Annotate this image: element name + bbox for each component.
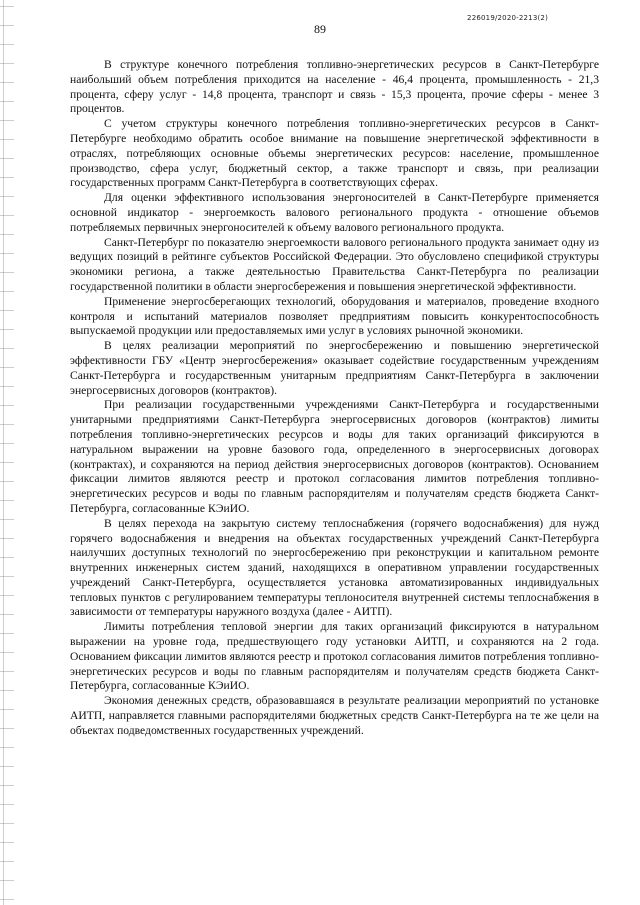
paragraph-efficiency-focus: С учетом структуры конечного потребления топливно-энергетических ресурсов в Санкт-Петербурге необходимо обратить особое внимание на повышение энергетической эффективности в отраслях, потребляющих основные объемы энергетических ресурсов: население, промышленное производство, сфера услуг, бюджетный сектор, а также транспорт и связь, при реализации государственных программ Санкт-Петербурга в соответствующих сферах.	[70, 117, 599, 190]
paragraph-rating-position: Санкт-Петербург по показателю энергоемкости валового регионального продукта занимает одну из ведущих позиций в рейтинге субъектов Российской Федерации. Это обусловлено спецификой структуры экономики региона, а также деятельностью Правительства Санкт-Петербурга по реализации государственной политики в области энергосбережения и повышения энергетической эффективности.	[70, 235, 599, 293]
document-body	[70, 58, 599, 739]
document-registration-code: 226019/2020-2213(2)	[467, 14, 548, 22]
paragraph-closed-heat-supply: В целях перехода на закрытую систему теплоснабжения (горячего водоснабжения) для нужд горячего водоснабжения и внедрения на объектах государственных учреждений Санкт-Петербурга наилучших доступных технологий по энергосбережению при реконструкции и капитальном ремонте внутренних инженерных систем зданий, находящихся в оперативном управлении государственных учреждений Санкт-Петербурга, осуществляется установка автоматизированных индивидуальных тепловых пунктов с регулированием температуры теплоносителя внутренней системы теплоснабжения в зависимости от температуры наружного воздуха (далее - АИТП).	[70, 516, 599, 619]
paragraph-technologies: Применение энергосберегающих технологий, оборудования и материалов, проведение входного контроля и испытаний материалов позволяет предприятиям повысить конкурентоспособность выпускаемой продукции или предоставляемых ими услуг в условиях рыночной экономики.	[70, 294, 599, 338]
paragraph-consumption-structure: В структуре конечного потребления топливно-энергетических ресурсов в Санкт-Петербурге наибольший объем потребления приходится на население - 46,4 процента, промышленность - 21,3 процента, сферу услуг - 14,8 процента, транспорт и связь - 15,3 процента, прочие сферы - менее 3 процентов.	[70, 58, 599, 116]
paragraph-energy-center: В целях реализации мероприятий по энергосбережению и повышению энергетической эффективности ГБУ «Центр энергосбережения» оказывает содействие государственным учреждениям Санкт-Петербурга и государственным унитарным предприятиям Санкт-Петербурга в заключении энергосервисных договоров (контрактов).	[70, 339, 599, 397]
paragraph-energy-intensity-indicator: Для оценки эффективного использования энергоносителей в Санкт-Петербурге применяется основной индикатор - энергоемкость валового регионального продукта - отношение объемов потребляемых первичных энергоносителей к объему валового регионального продукта.	[70, 191, 599, 234]
scan-binding-edge	[0, 0, 14, 905]
page-number: 89	[314, 22, 326, 36]
paragraph-energy-service-contracts: При реализации государственными учреждениями Санкт-Петербурга и государственными унитарными предприятиями Санкт-Петербурга энергосервисных договоров (контрактов) лимиты потребления топливно-энергетических ресурсов и воды для таких организаций фиксируются в натуральном выражении на уровне базового года, определенного в энергосервисных договорах (контрактах), и сохраняются на период действия энергосервисных договоров (контрактов). Основанием фиксации лимитов являются реестр и протокол согласования лимитов потребления топливно-энергетических ресурсов и воды по главным распорядителям и получателям средств бюджета Санкт-Петербурга, согласованные КЭиИО.	[70, 398, 599, 515]
paragraph-savings: Экономия денежных средств, образовавшаяся в результате реализации мероприятий по установке АИТП, направляется главными распорядителями бюджетных средств Санкт-Петербурга на те же цели на объектах подведомственных государственных учреждений.	[70, 694, 599, 737]
paragraph-heat-limits: Лимиты потребления тепловой энергии для таких организаций фиксируются в натуральном выражении на уровне года, предшествующего году установки АИТП, и сохраняются на 2 года. Основанием фиксации лимитов являются реестр и протокол согласования лимитов потребления топливно-энергетических ресурсов и воды по главным распорядителям и получателям средств бюджета Санкт-Петербурга, согласованные КЭиИО.	[70, 620, 599, 693]
